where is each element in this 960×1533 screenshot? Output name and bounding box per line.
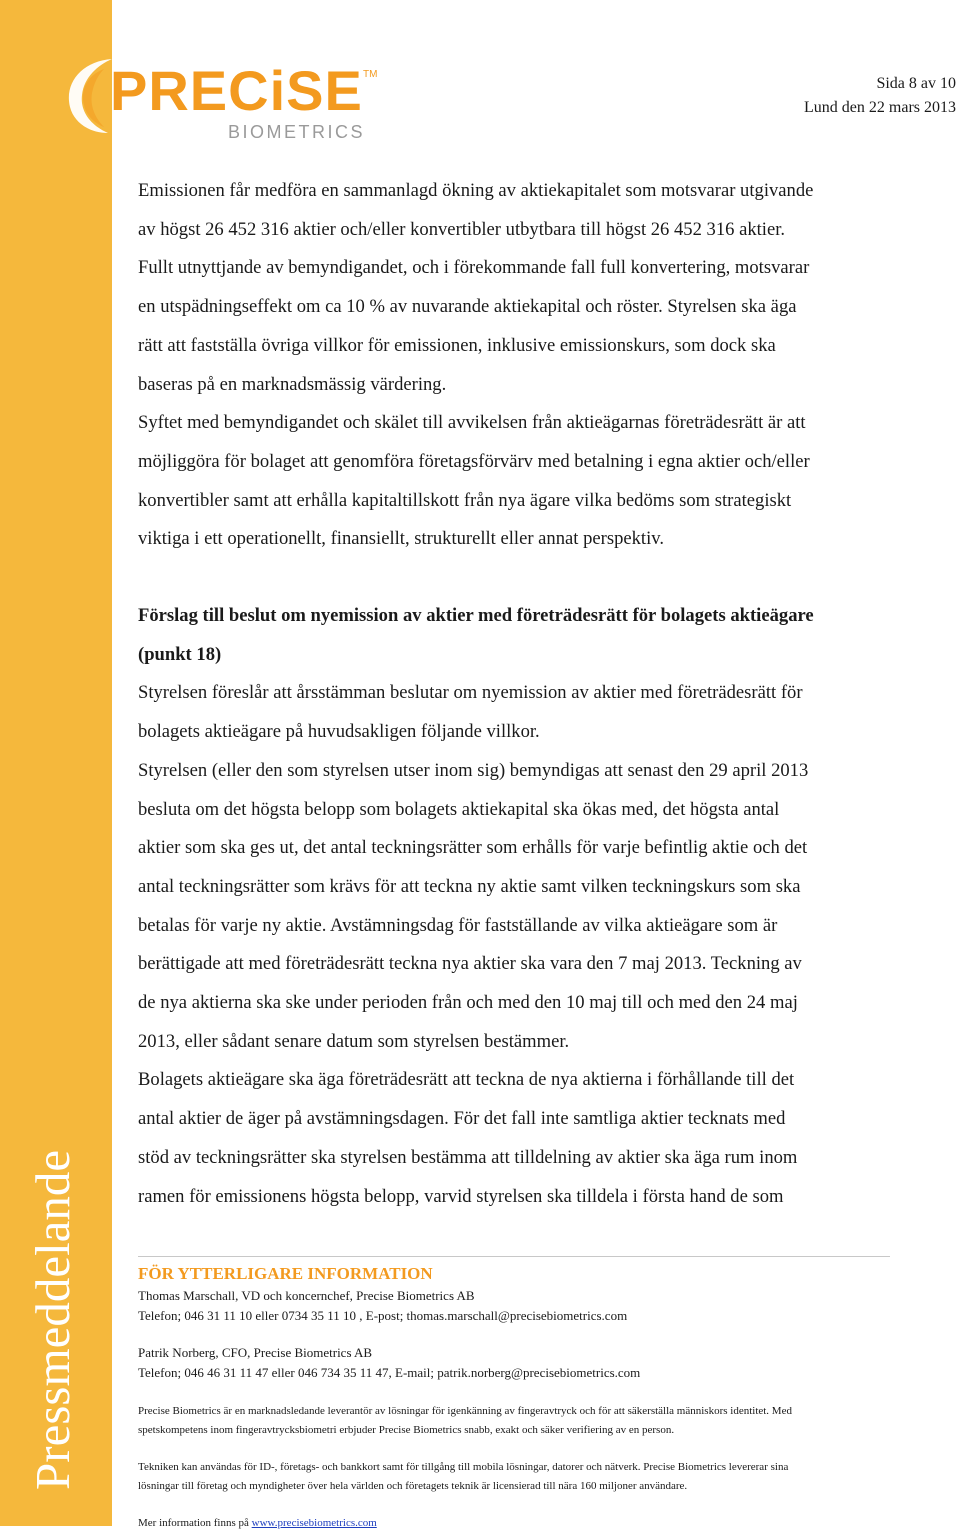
text-line: viktiga i ett operationellt, finansiellt, strukturellt eller annat perspektiv. bbox=[138, 528, 664, 550]
text-line: 2013, eller sådant senare datum som styrelsen bestämmer. bbox=[138, 1030, 570, 1052]
text-line: Fullt utnyttjande av bemyndigandet, och i förekommande fall full konvertering, motsvarar bbox=[138, 257, 810, 279]
text-line: av högst 26 452 316 aktier och/eller konvertibler utbytbara till högst 26 452 316 aktier. bbox=[138, 218, 786, 240]
text-line: besluta om det högsta belopp som bolagets aktiekapital ska ökas med, det högsta antal bbox=[138, 798, 780, 820]
text-line: ramen för emissionens högsta belopp, varvid styrelsen ska tilldela i första hand de som bbox=[138, 1185, 784, 1207]
footer-title: FÖR YTTERLIGARE INFORMATION bbox=[138, 1264, 433, 1283]
press-release-label: Pressmeddelande bbox=[25, 1149, 80, 1490]
company-logo bbox=[60, 55, 380, 155]
text-line: möjliggöra för bolaget att genomföra företagsförvärv med betalning i egna aktier och/eller bbox=[138, 450, 810, 472]
section-heading bbox=[138, 597, 958, 674]
page-header-info bbox=[804, 72, 956, 120]
heading-line: (punkt 18) bbox=[138, 643, 222, 665]
logo-wordmark: PRECiSE bbox=[110, 59, 363, 122]
text-line: Emissionen får medföra en sammanlagd ökning av aktiekapitalet som motsvarar utgivande bbox=[138, 180, 814, 201]
text-line: baseras på en marknadsmässig värdering. bbox=[138, 373, 447, 395]
page-number: Sida 8 av 10 bbox=[876, 75, 956, 92]
text-line: aktier som ska ges ut, det antal teckningsrätter som erhålls för varje befintlig aktie och det bbox=[138, 837, 808, 859]
text-line: antal teckningsrätter som krävs för att teckna ny aktie samt vilken teckningskurs som ska bbox=[138, 875, 801, 897]
website-link[interactable]: www.precisebiometrics.com bbox=[251, 1517, 377, 1529]
text-line: bolagets aktieägare på huvudsakligen följande villkor. bbox=[138, 721, 540, 743]
contact-name: Patrik Norberg, CFO, Precise Biometrics AB bbox=[138, 1345, 373, 1360]
paragraph-preferential-rights bbox=[138, 1061, 958, 1216]
text-line: de nya aktierna ska ske under perioden från och med den 10 maj till och med den 24 maj bbox=[138, 992, 798, 1014]
footer bbox=[138, 1262, 948, 1533]
paragraph-purpose bbox=[138, 404, 958, 559]
footer-divider bbox=[138, 1256, 890, 1257]
more-info-line bbox=[138, 1514, 948, 1533]
contact-phone: Telefon; 046 46 31 11 47 eller 046 734 35 11 47, E-mail; patrik.norberg@precisebiometrics.com bbox=[138, 1365, 641, 1380]
about-technology-line: Tekniken kan användas för ID-, företags- och bankkort samt för tillgång till mobila lösningar, datorer och nätverk. Precise Biometrics levererar sina bbox=[138, 1461, 789, 1473]
text-line: antal aktier de äger på avstämningsdagen. För det fall inte samtliga aktier tecknats med bbox=[138, 1108, 786, 1130]
document-body bbox=[138, 172, 958, 1216]
contact-phone: Telefon; 046 31 11 10 eller 0734 35 11 10 , E-post; thomas.marschall@precisebiometrics.com bbox=[138, 1308, 628, 1323]
text-line: betalas för varje ny aktie. Avstämningsdag för fastställande av vilka aktieägare som är bbox=[138, 914, 778, 936]
text-line: stöd av teckningsrätter ska styrelsen bestämma att tilldelning av aktier ska äga rum inom bbox=[138, 1146, 798, 1168]
text-line: Syftet med bemyndigandet och skälet till avvikelsen från aktieägarnas företrädesrätt är att bbox=[138, 412, 806, 434]
text-line: Bolagets aktieägare ska äga företrädesrätt att teckna de nya aktierna i förhållande till det bbox=[138, 1069, 795, 1091]
about-company-line: spetskompetens inom fingeravtrycksbiometri erbjuder Precise Biometrics snabb, exakt och säker verifiering av en person. bbox=[138, 1423, 675, 1436]
paragraph-issue-scope bbox=[138, 172, 958, 404]
more-info-label: Mer information finns på bbox=[138, 1517, 249, 1529]
logo-trademark: TM bbox=[363, 69, 378, 80]
text-line: konvertibler samt att erhålla kapitaltillskott från nya ägare vilka bedöms som strategiskt bbox=[138, 489, 792, 511]
about-technology-line: lösningar till företag och myndigheter över hela världen och företagets teknik är licensierad till nära 160 miljoner användare. bbox=[138, 1479, 688, 1492]
paragraph-proposal bbox=[138, 674, 958, 751]
text-line: Styrelsen (eller den som styrelsen utser inom sig) bemyndigas att senast den 29 april 2013 bbox=[138, 759, 809, 781]
text-line: berättigade att med företrädesrätt teckna nya aktier ska vara den 7 maj 2013. Teckning av bbox=[138, 953, 802, 975]
heading-line: Förslag till beslut om nyemission av aktier med företrädesrätt för bolagets aktieägare bbox=[138, 605, 814, 627]
paragraph-authorization bbox=[138, 752, 958, 1062]
contact-name: Thomas Marschall, VD och koncernchef, Precise Biometrics AB bbox=[138, 1288, 475, 1303]
logo-subtitle: BIOMETRICS bbox=[228, 122, 366, 142]
text-line: Styrelsen föreslår att årsstämman beslutar om nyemission av aktier med företrädesrätt för bbox=[138, 682, 803, 704]
text-line: rätt att fastställa övriga villkor för emissionen, inklusive emissionskurs, som dock ska bbox=[138, 334, 776, 356]
text-line: en utspädningseffekt om ca 10 % av nuvarande aktiekapital och röster. Styrelsen ska äga bbox=[138, 296, 797, 318]
document-date: Lund den 22 mars 2013 bbox=[804, 99, 956, 116]
about-company-line: Precise Biometrics är en marknadsledande leverantör av lösningar för igenkänning av fingeravtryck och för att säkerställa människors identitet. Med bbox=[138, 1405, 792, 1417]
